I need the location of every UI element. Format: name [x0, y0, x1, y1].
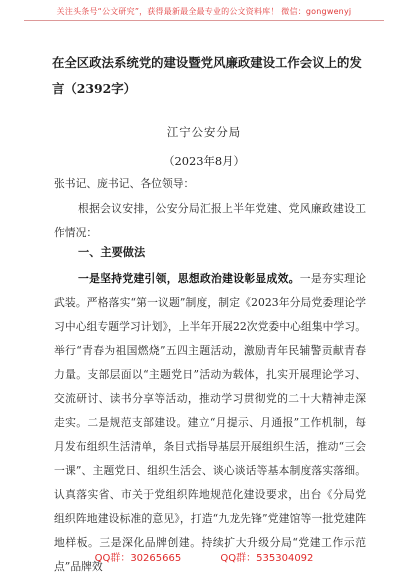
footer-contact — [0, 549, 408, 564]
document-title: 在全区政法系统党的建设暨党风廉政建设工作会议上的发言（2392字） — [52, 55, 362, 96]
salutation: 张书记、庞书记、各位领导： — [54, 177, 195, 190]
qq-group-2: QQ群：535304092 — [220, 553, 314, 564]
qq-group-1: QQ群：30265665 — [94, 553, 182, 564]
promo-banner: 关注头条号“公文研究”，获得最新最全最专业的公文资料库！ 微信：gongwenyj — [56, 7, 352, 16]
intro-paragraph: 根据会议安排，公安分局汇报上半年党建、党风廉政建设工作情况： — [54, 202, 366, 239]
document-organization: 江宁公安分局 — [166, 125, 242, 139]
body-paragraph — [54, 267, 366, 579]
document-date: （2023年8月） — [163, 154, 245, 168]
section-heading: 一、主要做法 — [78, 245, 146, 259]
paragraph-lead: 一是坚持党建引领，思想政治建设彰显成效。 — [78, 272, 300, 285]
header-divider — [24, 20, 384, 21]
paragraph-body: 一是夯实理论武装。严格落实“第一议题”制度，制定《2023年分局党委理论学习中心组专题学习计划》，上半年开展22次党委中心组集中学习。举行“青春为祖国燃烧”五四主题活动，激励青年民辅警贡献青春力量。支部层面以“主题党日”活动为载体，扎实开展理论学习、交流研讨、读书分享等活动，推动学习贯彻党的二十大精神走深走实。二是规范支部建设。建立“月提示、月通报”工作机制，每月发布组织生活清单，条目式指导基层开展组织生活，推动“三会一课”、主题党日、组织生活会、谈心谈话等基本制度落实落细。认真落实省、市关于党组织阵地规范化建设要求，出台《分局党组织阵地建设标准的意见》，打造“九龙先锋”党建馆等一批党建阵地样板。三是深化品牌创建。持续扩大升级分局“党建工作示范点”品牌效 — [54, 272, 367, 573]
